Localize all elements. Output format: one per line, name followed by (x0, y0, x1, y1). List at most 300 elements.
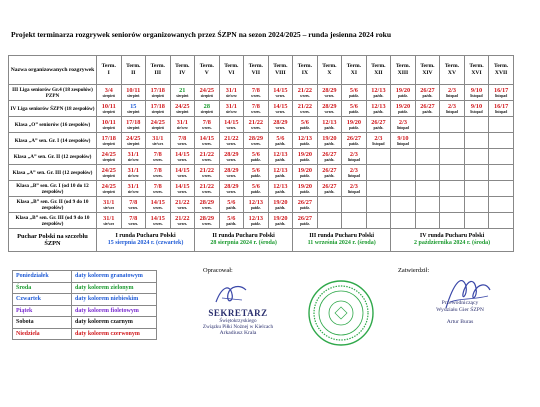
fixture-day-2: 27 (330, 183, 337, 190)
fixture-day-1: 19 (395, 103, 403, 110)
fixture-day-1: 31 (103, 199, 110, 206)
fixture-date (195, 87, 219, 94)
stamp-person: Arkadiusz Krala (219, 330, 257, 336)
fixture-day-1: 9 (470, 103, 475, 110)
fixture-date (391, 87, 415, 94)
fixture-day-2: 6 (256, 183, 260, 190)
fixture-day-2: 27 (379, 119, 386, 126)
fixture-day-1: 21 (199, 151, 206, 158)
prepared-by-label: Opracował: (203, 267, 233, 274)
date-separator: / (133, 183, 136, 190)
cup-round (195, 229, 293, 252)
fixture-day-2: 8 (207, 119, 211, 126)
legend-description: daty kolorem fioletowym (72, 305, 157, 317)
date-separator: / (328, 103, 331, 110)
fixture-cell (146, 85, 171, 101)
fixture-cell (293, 101, 318, 117)
fixture-month: paźdz. (275, 158, 286, 162)
fixture-day-2: 3 (354, 167, 358, 174)
fixture-day-2: 3 (452, 87, 456, 94)
fixture-month: paźdz. (299, 222, 310, 226)
fixture-month: sierpień (127, 94, 140, 98)
fixture-day-1: 28 (199, 215, 206, 222)
fixture-date (342, 103, 366, 110)
date-separator: / (107, 167, 110, 174)
fixture-date (122, 199, 146, 206)
fixture-day-1: 21 (199, 183, 206, 190)
fixture-cell (317, 133, 342, 149)
fixture-month: paźdz. (275, 174, 286, 178)
fixture-day-1: 2 (398, 119, 403, 126)
fixture-day-1: 31 (176, 119, 183, 126)
fixture-month: paźdz. (275, 190, 286, 194)
fixture-day-2: 18 (158, 87, 165, 94)
date-separator: / (230, 199, 233, 206)
fixture-month: paźdz. (373, 94, 384, 98)
fixture-month: sierpień (200, 94, 213, 98)
fixture-day-1: 31 (103, 215, 110, 222)
fixture-day-2: 13 (281, 167, 288, 174)
fixture-month: paźdz. (250, 190, 261, 194)
fixture-day-1: 31 (225, 87, 233, 94)
term-number: VI (228, 70, 235, 76)
fixture-cell (317, 149, 342, 165)
stamp2-title-line1: Przewodniczący (441, 300, 479, 306)
term-number: XVI (471, 70, 482, 76)
fixture-date (171, 151, 195, 158)
fixture-date (342, 87, 366, 94)
fixture-date (195, 119, 219, 126)
fixture-cell (146, 101, 171, 117)
fixture-date (171, 167, 195, 174)
fixture-cell (317, 197, 342, 213)
fixture-day-2: 10 (475, 87, 483, 94)
term-header (244, 56, 269, 85)
legend-weekday: Czwartek (13, 294, 72, 306)
fixture-month: sierpień (176, 110, 189, 114)
date-separator: / (377, 135, 380, 142)
term-label: Term. (126, 63, 141, 69)
term-header (366, 56, 391, 85)
date-separator: / (181, 151, 184, 158)
fixture-date (269, 119, 293, 126)
date-separator: / (353, 183, 355, 190)
fixture-day-1: 21 (199, 167, 206, 174)
fixture-day-2: 15 (183, 167, 190, 174)
fixture-day-1: 31 (127, 167, 134, 174)
fixture-day-2: 27 (305, 199, 313, 206)
term-header (293, 56, 318, 85)
fixture-date (342, 135, 366, 142)
fixture-day-2: 20 (281, 199, 288, 206)
date-separator: / (254, 103, 257, 110)
fixture-cell (464, 101, 489, 117)
fixture-cell (342, 197, 367, 213)
fixture-date (97, 87, 121, 94)
fixture-day-1: 16 (493, 87, 501, 94)
fixture-date (146, 87, 170, 94)
date-separator: / (156, 199, 159, 206)
fixture-date (97, 103, 121, 110)
fixture-day-1: 2 (349, 151, 354, 158)
date-separator: / (279, 167, 282, 174)
fixture-day-1: 2 (374, 135, 378, 142)
fixture-month: sie/wrz (127, 174, 139, 178)
fixture-date (269, 135, 293, 142)
date-separator: / (304, 199, 306, 206)
fixture-month: paźdz. (324, 190, 335, 194)
fixture-day-2: 22 (207, 183, 214, 190)
fixture-month: wrzes. (251, 142, 261, 146)
date-separator: / (254, 87, 257, 94)
fixture-month: paźdz. (422, 94, 433, 98)
fixture-cell (293, 149, 318, 165)
fixture-cell (219, 101, 244, 117)
fixture-cell (415, 149, 440, 165)
fixture-month: wrzes. (226, 126, 237, 130)
fixture-day-1: 2 (349, 183, 354, 190)
term-label: Term. (199, 63, 214, 69)
date-separator: / (474, 103, 476, 110)
fixture-cell (97, 197, 122, 213)
fixture-day-2: 13 (256, 199, 264, 206)
fixture-day-2: 15 (183, 183, 190, 190)
fixture-day-1: 19 (297, 183, 304, 190)
signature-mark-secretary (212, 280, 252, 308)
term-number: XIII (397, 70, 409, 76)
fixture-date (171, 215, 195, 222)
fixture-day-1: 14 (273, 103, 280, 110)
fixture-date (342, 151, 366, 158)
date-separator: / (107, 87, 110, 94)
fixture-cell (293, 117, 318, 133)
fixture-day-1: 28 (224, 151, 231, 158)
fixture-day-2: 18 (109, 135, 116, 142)
fixture-date (269, 87, 293, 94)
fixture-day-1: 19 (395, 87, 403, 94)
fixture-date (220, 215, 244, 222)
fixture-month: sierpień (127, 126, 140, 130)
fixture-date (416, 87, 440, 94)
fixture-month: sie/wrz (152, 142, 164, 146)
term-number: XI (350, 70, 358, 76)
fixture-month: sie/wrz (225, 94, 237, 98)
fixture-date (171, 103, 195, 110)
fixture-day-2: 13 (330, 119, 337, 126)
fixture-cell (366, 101, 391, 117)
term-label: Term. (346, 63, 362, 69)
date-separator: / (107, 135, 110, 142)
fixture-cell (244, 165, 269, 181)
fixture-date (122, 167, 146, 174)
date-separator: / (205, 119, 208, 126)
fixture-day-2: 6 (354, 87, 358, 94)
fixture-cell (489, 149, 514, 165)
date-separator: / (230, 215, 233, 222)
fixture-date (244, 199, 268, 206)
fixture-cell (219, 165, 244, 181)
fixture-cell (317, 213, 342, 229)
date-separator: / (328, 87, 331, 94)
fixture-cell (293, 181, 318, 197)
fixture-day-1: 5 (251, 167, 255, 174)
fixture-day-1: 28 (199, 199, 206, 206)
fixture-month: wrzes. (177, 206, 188, 210)
fixture-date (244, 183, 268, 190)
fixture-month: wrzes. (201, 142, 212, 146)
fixture-date (122, 183, 146, 190)
fixture-day-1: 10 (126, 87, 133, 94)
fixture-month: wrzes. (201, 158, 212, 162)
date-separator: / (328, 119, 331, 126)
fixture-day-2: 20 (354, 119, 362, 126)
term-number: X (327, 70, 332, 76)
fixture-day-1: 24 (150, 119, 157, 126)
league-row (9, 101, 514, 117)
date-separator: / (400, 135, 403, 142)
fixture-month: paźdz. (275, 222, 286, 226)
fixture-date (244, 167, 268, 174)
fixture-cell (268, 181, 293, 197)
fixture-day-1: 12 (273, 167, 280, 174)
fixture-day-2: 3 (403, 119, 407, 126)
fixture-date (416, 103, 440, 110)
fixture-cell (195, 213, 220, 229)
date-separator: / (230, 135, 233, 142)
fixture-month: sie/wrz (127, 190, 139, 194)
term-label: Term. (273, 63, 288, 69)
fixture-day-1: 26 (322, 183, 329, 190)
fixture-cell (268, 133, 293, 149)
fixture-day-2: 6 (305, 119, 309, 126)
fixture-month: wrzes. (251, 94, 261, 98)
stamp-org-line2: Związku Piłki Nożnej w Kielcach (202, 324, 274, 330)
fixture-cell (464, 181, 489, 197)
fixture-day-2: 13 (281, 183, 288, 190)
fixture-date (195, 151, 219, 158)
fixture-date (318, 167, 342, 174)
fixture-day-1: 10 (101, 119, 109, 126)
cup-round-weekday: (środa) (258, 240, 277, 246)
fixture-date (220, 183, 244, 190)
fixture-day-1: 28 (224, 183, 231, 190)
date-separator: / (451, 103, 453, 110)
fixture-day-1: 7 (153, 151, 157, 158)
legend-weekday: Sobota (13, 317, 72, 329)
fixture-day-1: 5 (349, 87, 354, 94)
fixture-month: wrzes. (128, 206, 139, 210)
fixture-cell (268, 165, 293, 181)
fixture-cell (366, 149, 391, 165)
fixture-day-2: 8 (134, 199, 138, 206)
fixture-day-2: 17 (502, 87, 509, 94)
fixture-date (269, 167, 293, 174)
fixture-cell (464, 117, 489, 133)
fixture-cell (121, 133, 146, 149)
fixture-month: wrzes. (324, 94, 335, 98)
term-label: Term. (371, 63, 386, 69)
fixture-month: wrzes. (152, 222, 163, 226)
fixture-date (171, 135, 195, 142)
date-separator: / (230, 119, 233, 126)
fixture-month: wrzes. (177, 158, 188, 162)
term-label: Term. (150, 63, 165, 69)
fixture-day-1: 31 (127, 151, 134, 158)
fixture-date (220, 135, 244, 142)
date-separator: / (353, 103, 355, 110)
fixture-cell (219, 149, 244, 165)
fixture-date (318, 135, 342, 142)
date-separator: / (328, 167, 331, 174)
fixture-cell (170, 165, 195, 181)
fixture-day-2: 29 (232, 183, 239, 190)
fixture-date (318, 103, 342, 110)
fixture-day-2: 15 (158, 215, 165, 222)
fixture-day-1: 9 (470, 87, 475, 94)
date-separator: / (109, 215, 112, 222)
fixture-date (146, 135, 170, 142)
fixture-cell (366, 181, 391, 197)
fixture-cell (170, 101, 195, 117)
fixture-day-2: 6 (232, 215, 236, 222)
fixture-day-1: 26 (322, 167, 329, 174)
fixture-month: paźdz. (299, 190, 310, 194)
fixture-day-1: 7 (178, 135, 182, 142)
fixture-cell (195, 165, 220, 181)
fixture-cell (121, 85, 146, 101)
fixture-day-2: 15 (232, 119, 239, 126)
fixture-month: wrzes. (177, 142, 188, 146)
fixture-month: paźdz. (324, 142, 335, 146)
fixture-date (244, 151, 268, 158)
fixture-month: listopad (470, 94, 483, 98)
fixture-day-1: 5 (227, 215, 231, 222)
fixture-month: wrzes. (177, 190, 188, 194)
legend-description: daty kolorem niebieskim (72, 294, 157, 306)
fixture-cell (244, 101, 269, 117)
league-name: Klasa „B” sen. Gr. II (od 9 do 10 zespołów) (9, 197, 97, 213)
fixture-day-1: 21 (224, 135, 231, 142)
fixture-cell (268, 117, 293, 133)
league-name: Klasa „A” sen. Gr. III (12 zespołów) (9, 165, 97, 181)
fixture-month: paźdz. (422, 110, 433, 114)
fixture-day-1: 26 (297, 199, 304, 206)
fixture-cell (146, 213, 171, 229)
color-legend (12, 270, 157, 340)
term-number: IX (301, 70, 308, 76)
fixture-cell (391, 197, 416, 213)
fixture-cell (317, 101, 342, 117)
fixture-cell (219, 181, 244, 197)
date-separator: / (279, 215, 282, 222)
fixture-day-1: 21 (248, 119, 255, 126)
fixture-day-1: 5 (251, 151, 255, 158)
date-separator: / (205, 87, 208, 94)
fixture-day-2: 13 (305, 135, 313, 142)
fixture-cell (366, 133, 391, 149)
fixture-day-2: 22 (183, 215, 190, 222)
league-row (9, 117, 514, 133)
fixture-cell (244, 133, 269, 149)
fixture-month: sierpień (102, 126, 115, 130)
term-number: II (131, 70, 136, 76)
fixture-month: wrzes. (152, 206, 163, 210)
date-separator: / (474, 87, 476, 94)
fixture-month: listopad (347, 158, 360, 162)
fixture-month: paźdz. (348, 110, 359, 114)
fixture-month: paźdz. (226, 222, 237, 226)
fixture-day-1: 28 (248, 135, 255, 142)
fixture-day-2: 25 (134, 135, 141, 142)
fixture-day-2: 15 (281, 103, 288, 110)
fixture-day-2: 20 (305, 167, 313, 174)
fixture-month: wrzes. (251, 110, 261, 114)
fixture-month: wrzes. (177, 174, 188, 178)
term-header (219, 56, 244, 85)
fixture-day-2: 10 (475, 103, 483, 110)
fixture-month: wrzes. (152, 158, 163, 162)
fixture-day-1: 12 (273, 183, 280, 190)
date-separator: / (107, 183, 110, 190)
fixture-cell (121, 117, 146, 133)
fixture-cell (464, 197, 489, 213)
fixture-month: paźdz. (348, 142, 359, 146)
date-separator: / (107, 151, 110, 158)
fixture-date (146, 119, 170, 126)
date-separator: / (304, 103, 306, 110)
date-separator: / (353, 151, 355, 158)
fixture-cell (415, 197, 440, 213)
legend-description: daty kolorem zielonym (72, 282, 157, 294)
fixture-date (244, 119, 268, 126)
term-header (440, 56, 465, 85)
fixture-month: wrzes. (300, 110, 310, 114)
fixture-day-1: 19 (297, 151, 304, 158)
fixture-day-2: 1 (160, 135, 164, 142)
legend-weekday: Piątek (13, 305, 72, 317)
fixture-day-2: 29 (232, 151, 239, 158)
fixture-day-1: 28 (224, 167, 231, 174)
fixture-date (244, 103, 268, 110)
legend-row (13, 305, 157, 317)
fixture-day-2: 27 (330, 167, 337, 174)
fixture-month: sierpień (176, 94, 189, 98)
cup-round (293, 229, 391, 252)
date-separator: / (279, 135, 282, 142)
fixture-day-1: 28 (322, 103, 329, 110)
fixture-day-1: 17 (150, 103, 157, 110)
fixture-day-1: 21 (175, 215, 182, 222)
fixture-day-1: 28 (273, 119, 280, 126)
fixture-day-2: 25 (158, 119, 165, 126)
fixture-day-1: 26 (371, 119, 378, 126)
fixture-day-2: 20 (305, 183, 313, 190)
fixture-date (122, 87, 146, 94)
cup-round-label: IV runda Pucharu Polski (419, 233, 485, 239)
fixture-date (342, 167, 366, 174)
fixture-cell (342, 181, 367, 197)
date-separator: / (304, 151, 306, 158)
fixture-month: wrzes. (152, 190, 163, 194)
fixture-day-2: 27 (428, 87, 435, 94)
fixture-day-2: 22 (207, 167, 214, 174)
fixture-day-2: 1 (233, 87, 237, 94)
fixture-day-2: 6 (256, 167, 260, 174)
fixture-cell (415, 165, 440, 181)
fixture-date (293, 103, 317, 110)
fixture-day-2: 6 (281, 135, 285, 142)
fixture-date (440, 103, 464, 110)
